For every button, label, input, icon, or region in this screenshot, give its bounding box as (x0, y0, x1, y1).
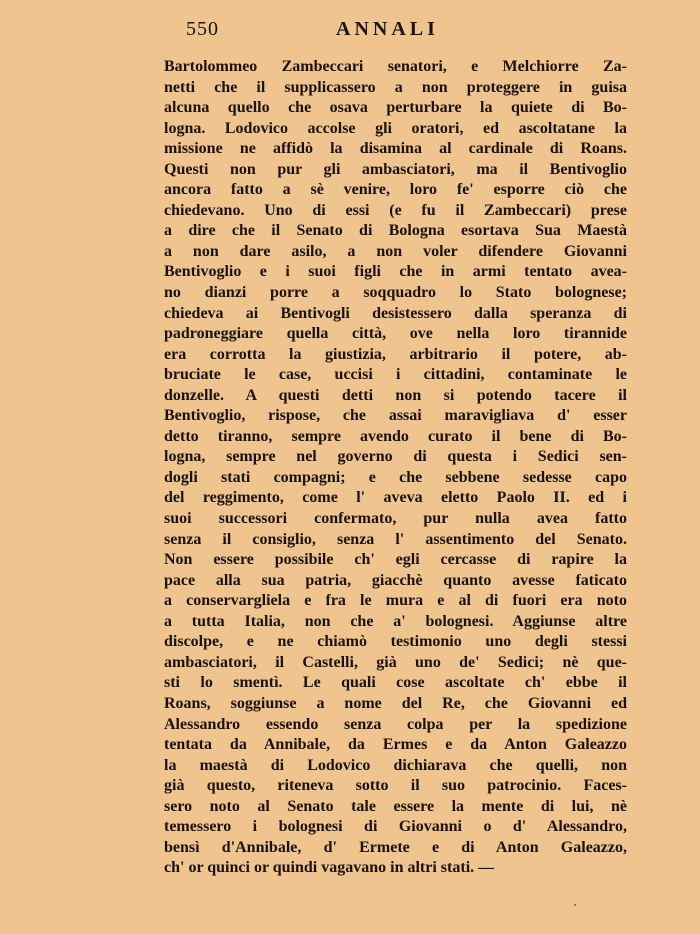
text-line: suoi successori confermato, pur nulla avea fatto (164, 510, 627, 528)
text-line: a dire che il Senato di Bologna esortava Sua Maestà (164, 222, 627, 240)
text-line: bruciate le case, uccisi i cittadini, contaminate le (164, 366, 627, 384)
page-header (0, 14, 700, 44)
text-line: discolpe, e ne chiamò testimonio uno degli stessi (164, 633, 627, 651)
text-line: chiedeva ai Bentivogli desistessero dalla speranza di (164, 304, 627, 322)
text-line: donzelle. A questi detti non si potendo tacere il (164, 386, 627, 404)
text-line: del reggimento, come l' aveva eletto Paolo II. ed i (164, 489, 627, 507)
running-head: ANNALI (336, 18, 439, 40)
text-line: logna. Lodovico accolse gli oratori, ed ascoltatane la (164, 119, 627, 137)
text-line: detto tiranno, sempre avendo curato il bene di Bo- (164, 427, 627, 445)
text-line: bensì d'Annibale, d' Ermete e di Anton Galeazzo, (164, 838, 627, 856)
text-line: la maestà di Lodovico dichiarava che quelli, non (164, 756, 627, 774)
body-text (164, 57, 627, 879)
text-line: a non dare asilo, a non voler difendere Giovanni (164, 242, 627, 260)
text-line: netti che il supplicassero a non proteggere in guisa (164, 78, 627, 96)
text-line: già questo, riteneva sotto il suo patrocinio. Faces- (164, 777, 627, 795)
text-line: Non essere possibile ch' egli cercasse di rapire la (164, 551, 627, 569)
text-line: dogli stati compagni; e che sebbene sedesse capo (164, 468, 627, 486)
text-line: Alessandro essendo senza colpa per la spedizione (164, 715, 627, 733)
text-line: ancora fatto a sè venire, loro fe' esporre ciò che (164, 181, 627, 199)
text-line: no dianzi porre a soqquadro lo Stato bolognese; (164, 284, 627, 302)
text-line: sti lo smentì. Le quali cose ascoltate ch' ebbe il (164, 674, 627, 692)
text-line: alcuna quello che osava perturbare la quiete di Bo- (164, 99, 627, 117)
text-line: Bentivoglio, rispose, che assai maravigliava d' esser (164, 407, 627, 425)
text-line: logna, sempre nel governo di questa i Sedici sen- (164, 448, 627, 466)
text-line: chiedevano. Uno di essi (e fu il Zambeccari) prese (164, 201, 627, 219)
page-number: 550 (186, 18, 219, 40)
text-line: Questi non pur gli ambasciatori, ma il Bentivoglio (164, 160, 627, 178)
text-line: ambasciatori, il Castelli, già uno de' Sedici; nè que- (164, 653, 627, 671)
text-line: era corrotta la giustizia, arbitrario il potere, ab- (164, 345, 627, 363)
paper-speck (574, 904, 576, 906)
text-line: padroneggiare quella città, ove nella loro tirannide (164, 325, 627, 343)
text-line: Bentivoglio e i suoi figli che in armi tentato avea- (164, 263, 627, 281)
text-line: Bartolommeo Zambeccari senatori, e Melchiorre Za- (164, 58, 627, 75)
text-line: a tutta Italia, non che a' bolognesi. Aggiunse altre (164, 612, 627, 630)
text-line: sero noto al Senato tale essere la mente di lui, nè (164, 797, 627, 815)
text-line: a conservargliela e fra le mura e al di fuori era noto (164, 592, 627, 610)
text-line: ch' or quinci or quindi vagavano in altri stati. — (164, 859, 495, 877)
text-line: senza il consiglio, senza l' assentimento del Senato. (164, 530, 627, 548)
text-line: missione ne affidò la disamina al cardinale di Roans. (164, 140, 627, 158)
text-line: pace alla sua patria, giacchè quanto avesse faticato (164, 571, 627, 589)
text-line: tentata da Annibale, da Ermes e da Anton Galeazzo (164, 736, 627, 754)
text-line: Roans, soggiunse a nome del Re, che Giovanni ed (164, 694, 627, 712)
text-line: temessero i bolognesi di Giovanni o d' Alessandro, (164, 818, 627, 836)
